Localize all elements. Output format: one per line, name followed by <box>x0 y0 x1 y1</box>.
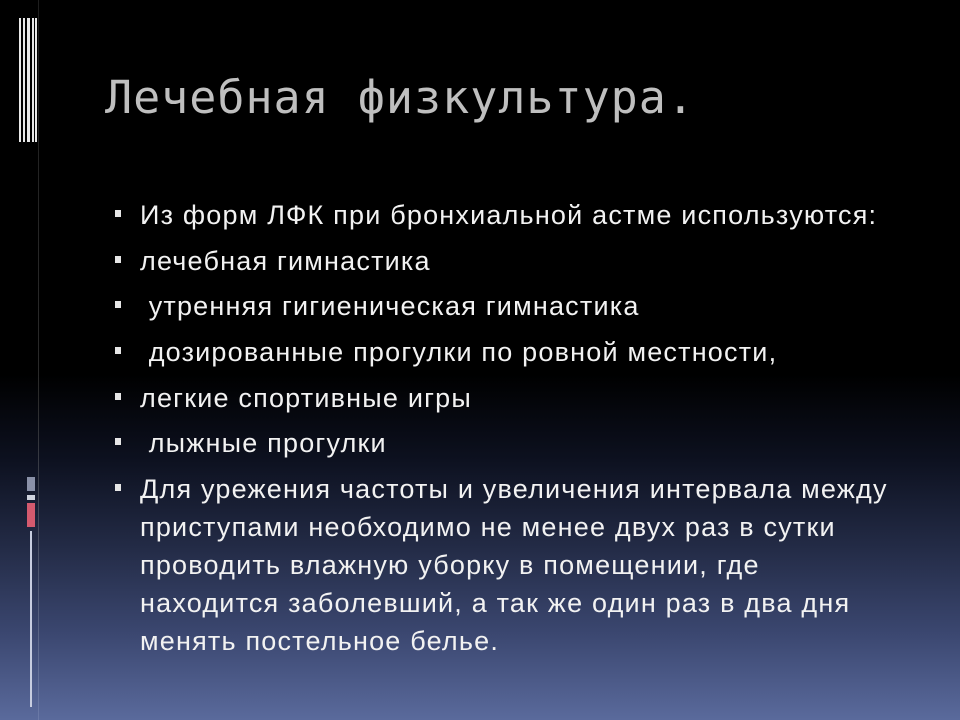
square-bullet-icon <box>115 347 121 354</box>
barcode-stripe <box>23 18 25 142</box>
bullet-line: находится заболевший, а так же один раз в два дня <box>140 588 851 619</box>
square-bullet-icon <box>115 484 121 491</box>
bullet-item <box>115 242 935 280</box>
bullet-item <box>115 333 935 371</box>
bullet-text <box>140 424 935 462</box>
strip-edge-line <box>38 0 39 720</box>
barcode-stripe <box>27 18 30 142</box>
bullet-text <box>140 287 935 325</box>
square-bullet-icon <box>115 256 121 263</box>
gray-accent-block <box>27 477 35 491</box>
bullet-text <box>140 379 935 417</box>
bullet-item <box>115 196 935 234</box>
bullet-item <box>115 470 935 660</box>
bullet-line: утренняя гигиеническая гимнастика <box>140 291 640 322</box>
slide-title: Лечебная физкультура. <box>105 71 695 124</box>
square-bullet-icon <box>115 393 121 400</box>
bullet-paragraph <box>140 470 935 660</box>
bullet-line: легкие спортивные игры <box>140 382 472 413</box>
bullet-text <box>140 333 935 371</box>
square-bullet-icon <box>115 210 121 217</box>
square-bullet-icon <box>115 438 121 445</box>
bullet-item <box>115 424 935 462</box>
red-accent-block <box>27 503 35 527</box>
bullet-text <box>140 242 935 280</box>
bullet-line: лечебная гимнастика <box>140 245 431 276</box>
bullet-item <box>115 287 935 325</box>
vertical-accent-line <box>30 531 32 707</box>
bullet-line: менять постельное белье. <box>140 626 500 657</box>
barcode-stripe <box>32 18 34 142</box>
bullet-line: лыжные прогулки <box>140 428 387 459</box>
bullet-item <box>115 379 935 417</box>
bullet-line: проводить влажную уборку в помещении, где <box>140 550 760 581</box>
bullet-line: приступами необходимо не менее двух раз в сутки <box>140 512 836 543</box>
square-bullet-icon <box>115 301 121 308</box>
bullet-line: Для урежения частоты и увеличения интервала между <box>140 474 888 505</box>
barcode-stripe <box>35 18 37 142</box>
light-accent-block <box>27 495 35 500</box>
bullet-list <box>115 196 935 668</box>
barcode-stripe <box>19 18 21 142</box>
bullet-line: Из форм ЛФК при бронхиальной астме используются: <box>140 200 878 230</box>
bullet-line: дозированные прогулки по ровной местности, <box>140 337 778 368</box>
bullet-text <box>140 196 935 234</box>
